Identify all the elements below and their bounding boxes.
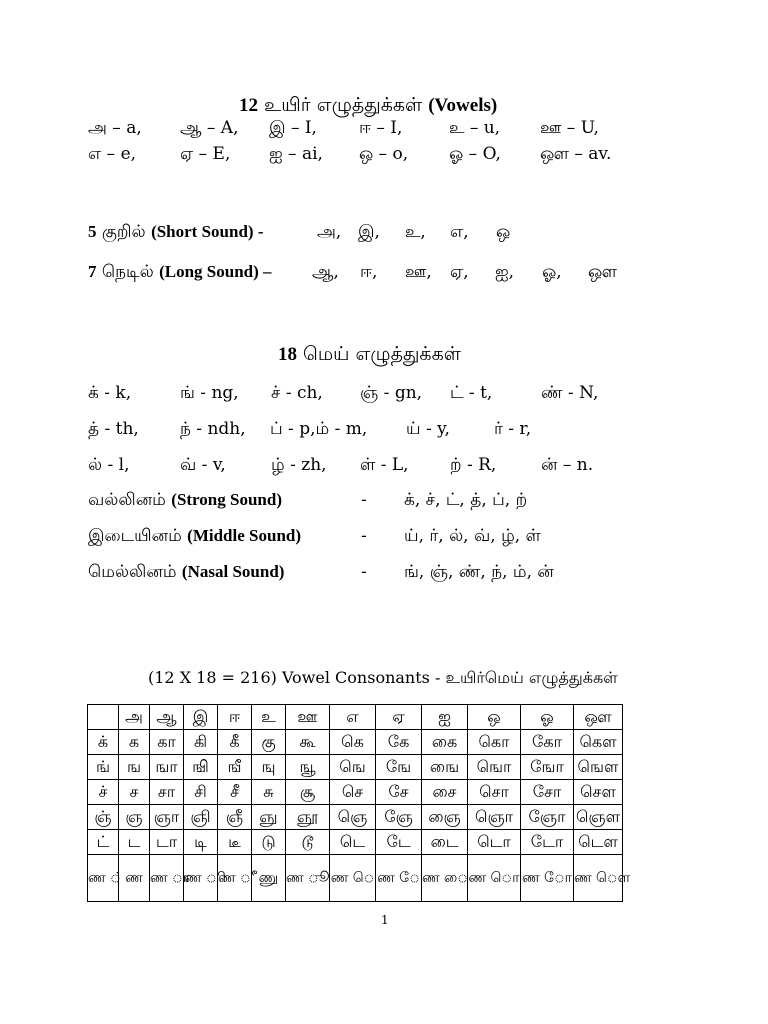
- consonant-item: ன் – n.: [541, 455, 594, 475]
- group-middle: [0, 526, 768, 552]
- long-letter: ஆ,: [312, 262, 339, 282]
- table-cell: ஙு: [252, 755, 286, 780]
- vowel-ee: ஏ – E,: [180, 144, 231, 164]
- table-header-cell: எ: [330, 705, 376, 730]
- group-dash: -: [361, 562, 367, 582]
- table-cell: செ: [330, 780, 376, 805]
- short-count: 5: [88, 222, 97, 241]
- consonant-item: ற் - R,: [450, 455, 497, 475]
- table-cell: ண ொ: [468, 855, 521, 902]
- long-letter: ஏ,: [450, 262, 469, 282]
- table-header-cell: உ: [252, 705, 286, 730]
- vowel-o: ஒ – o,: [359, 144, 409, 164]
- group-dash: -: [361, 526, 367, 546]
- table-header-cell: [88, 705, 119, 730]
- table-cell: ண ீ: [218, 855, 252, 902]
- group-label-tamil: இடையினம்: [88, 526, 182, 546]
- vowel-ii: ஈ – I,: [359, 118, 403, 138]
- consonant-item: ய் - y,: [406, 419, 450, 439]
- group-strong: [0, 490, 768, 516]
- long-letter: ஓ,: [542, 262, 562, 282]
- table-cell: ண ை: [422, 855, 468, 902]
- table-header-cell: ஐ: [422, 705, 468, 730]
- table-cell: சீ: [218, 780, 252, 805]
- vowel-i: இ – I,: [269, 118, 317, 138]
- consonant-item: ல் - l,: [88, 455, 130, 475]
- vowel-aa: ஆ – A,: [180, 118, 239, 138]
- consonant-item: ள் - L,: [360, 455, 409, 475]
- table-cell: ண ா: [150, 855, 184, 902]
- table-cell: ண: [119, 855, 150, 902]
- table-row: [88, 855, 623, 902]
- table-cell: டா: [150, 830, 184, 855]
- long-sound-line: [0, 262, 768, 288]
- table-cell: டூ: [286, 830, 330, 855]
- short-letter: ஒ: [496, 222, 511, 242]
- long-label-english: (Long Sound) –: [159, 262, 272, 281]
- group-letters: ங், ஞ், ண், ந், ம், ன்: [404, 562, 554, 582]
- table-cell: ங்: [88, 755, 119, 780]
- group-label-tamil: வல்லினம்: [88, 490, 166, 510]
- table-cell: சே: [376, 780, 422, 805]
- table-cell: கே: [376, 730, 422, 755]
- table-header-cell: ஈ: [218, 705, 252, 730]
- table-cell: ஞு: [252, 805, 286, 830]
- consonants-row-2: [0, 419, 768, 443]
- consonants-count: 18: [278, 344, 297, 365]
- group-dash: -: [361, 490, 367, 510]
- table-cell: கூ: [286, 730, 330, 755]
- table-cell: ஞா: [150, 805, 184, 830]
- table-cell: டெ: [330, 830, 376, 855]
- table-cell: க: [119, 730, 150, 755]
- table-cell: சு: [252, 780, 286, 805]
- table-row: [88, 780, 623, 805]
- group-label: [88, 526, 301, 548]
- table-cell: டோ: [521, 830, 574, 855]
- table-cell: ஞோ: [521, 805, 574, 830]
- group-label-english: (Nasal Sound): [181, 562, 285, 581]
- table-cell: ஞே: [376, 805, 422, 830]
- table-cell: சௌ: [574, 780, 623, 805]
- table-cell: ச: [119, 780, 150, 805]
- vowel-consonant-table: [87, 704, 631, 902]
- table-cell: ண ெ: [330, 855, 376, 902]
- table-cell: ஙி: [184, 755, 218, 780]
- table-cell: ஙொ: [468, 755, 521, 780]
- vowel-uu: ஊ – U,: [540, 118, 599, 138]
- table-header-cell: ஔ: [574, 705, 623, 730]
- table-cell: ட்: [88, 830, 119, 855]
- consonant-item: ழ் - zh,: [271, 455, 327, 475]
- table-cell: கா: [150, 730, 184, 755]
- table-cell: கீ: [218, 730, 252, 755]
- table-cell: ணு: [252, 855, 286, 902]
- table-cell: ண ோ: [521, 855, 574, 902]
- table-cell: சா: [150, 780, 184, 805]
- table-cell: ங: [119, 755, 150, 780]
- table-cell: ண ௌ: [574, 855, 623, 902]
- table-cell: ஞி: [184, 805, 218, 830]
- short-letter: அ,: [317, 222, 342, 242]
- consonant-item: ர் - r,: [494, 419, 532, 439]
- long-letter: ஊ,: [405, 262, 432, 282]
- table-cell: ண ே: [376, 855, 422, 902]
- table-cell: சை: [422, 780, 468, 805]
- table-caption-tamil: உயிர்மெய் எழுத்துக்கள்: [445, 668, 618, 687]
- table-cell: டீ: [218, 830, 252, 855]
- vowel-a: அ – a,: [88, 118, 142, 138]
- table-cell: கை: [422, 730, 468, 755]
- short-sound-line: [0, 222, 768, 248]
- vowel-au: ஔ – av.: [540, 144, 612, 164]
- consonant-item: ந் - ndh,: [180, 419, 246, 439]
- consonant-item: ட் - t,: [450, 383, 493, 403]
- table-cell: ஙூ: [286, 755, 330, 780]
- table-cell: கௌ: [574, 730, 623, 755]
- long-letter: ஔ: [588, 262, 617, 282]
- table-header-cell: இ: [184, 705, 218, 730]
- table-cell: கு: [252, 730, 286, 755]
- table-cell: சூ: [286, 780, 330, 805]
- table-cell: ஙீ: [218, 755, 252, 780]
- table-cell: ஙௌ: [574, 755, 623, 780]
- table-row: [88, 730, 623, 755]
- consonant-item: ங் - ng,: [180, 383, 239, 403]
- table-cell: சொ: [468, 780, 521, 805]
- table-cell: ஞ்: [88, 805, 119, 830]
- table-row: [88, 830, 623, 855]
- table-cell: ஞெ: [330, 805, 376, 830]
- long-sound-label: [88, 262, 272, 284]
- table-cell: சோ: [521, 780, 574, 805]
- table-cell: சி: [184, 780, 218, 805]
- table-cell: ண ூ: [286, 855, 330, 902]
- vowels-row-2: [0, 144, 768, 168]
- table-cell: கெ: [330, 730, 376, 755]
- table-caption-english: (12 X 18 = 216) Vowel Consonants -: [148, 668, 441, 687]
- consonant-item: ப் - p,ம் - m,: [270, 419, 368, 439]
- consonants-title-tamil: மெய் எழுத்துக்கள்: [303, 343, 461, 365]
- table-cell: ட: [119, 830, 150, 855]
- table-cell: டு: [252, 830, 286, 855]
- vowel-oo: ஓ – O,: [449, 144, 501, 164]
- consonant-item: த் - th,: [88, 419, 139, 439]
- table-cell: ஙா: [150, 755, 184, 780]
- group-label: [88, 562, 284, 584]
- table-cell: க்: [88, 730, 119, 755]
- table-cell: ஙை: [422, 755, 468, 780]
- table-cell: ஞீ: [218, 805, 252, 830]
- long-letter: ஈ,: [360, 262, 378, 282]
- vowels-count: 12: [239, 95, 258, 116]
- short-label-tamil: குறில்: [101, 222, 146, 242]
- table-cell: கொ: [468, 730, 521, 755]
- table-cell: கோ: [521, 730, 574, 755]
- consonant-item: வ் - v,: [180, 455, 226, 475]
- consonants-row-1: [0, 383, 768, 407]
- table-cell: ஞௌ: [574, 805, 623, 830]
- vowel-ai: ஐ – ai,: [269, 144, 323, 164]
- table-header-cell: ஒ: [468, 705, 521, 730]
- table-cell: ஞ: [119, 805, 150, 830]
- table-header-cell: ஊ: [286, 705, 330, 730]
- group-letters: ய், ர், ல், வ், ழ், ள்: [404, 526, 541, 546]
- table-cell: ஞொ: [468, 805, 521, 830]
- vowel-u: உ – u,: [449, 118, 501, 138]
- group-label: [88, 490, 282, 512]
- table-cell: டௌ: [574, 830, 623, 855]
- group-label-english: (Strong Sound): [171, 490, 282, 509]
- table-row: [88, 755, 623, 780]
- short-letter: இ,: [358, 222, 380, 242]
- table-header-row: [88, 705, 623, 730]
- table-header-cell: ஆ: [150, 705, 184, 730]
- table-cell: டொ: [468, 830, 521, 855]
- table-cell: ண ்: [88, 855, 119, 902]
- group-nasal: [0, 562, 768, 588]
- table-cell: டை: [422, 830, 468, 855]
- table-header-cell: ஏ: [376, 705, 422, 730]
- long-letter: ஐ,: [495, 262, 515, 282]
- table-cell: ஞூ: [286, 805, 330, 830]
- table-cell: ஙோ: [521, 755, 574, 780]
- table-header-cell: ஓ: [521, 705, 574, 730]
- vowels-title-english: (Vowels): [428, 95, 498, 116]
- table-cell: டி: [184, 830, 218, 855]
- long-label-tamil: நெடில்: [101, 262, 154, 282]
- page-number: 1: [381, 913, 389, 927]
- vowels-title: [239, 94, 497, 119]
- table-cell: ஙே: [376, 755, 422, 780]
- table-row: [88, 805, 623, 830]
- long-count: 7: [88, 262, 97, 281]
- group-letters: க், ச், ட், த், ப், ற்: [404, 490, 528, 510]
- consonant-item: க் - k,: [88, 383, 132, 403]
- consonants-title: [278, 343, 461, 368]
- consonant-item: ண் - N,: [541, 383, 599, 403]
- short-label-english: (Short Sound) -: [151, 222, 264, 241]
- vowel-e: எ – e,: [88, 144, 137, 164]
- group-label-tamil: மெல்லினம்: [88, 562, 177, 582]
- vowels-row-1: [0, 118, 768, 142]
- table-cell: டே: [376, 830, 422, 855]
- short-sound-label: [88, 222, 263, 244]
- vowels-title-tamil: உயிர் எழுத்துக்கள்: [264, 94, 423, 116]
- short-letter: எ,: [450, 222, 469, 242]
- consonant-item: ஞ் - gn,: [360, 383, 423, 403]
- consonants-row-3: [0, 455, 768, 479]
- consonant-item: ச் - ch,: [271, 383, 323, 403]
- table-cell: ண ி: [184, 855, 218, 902]
- short-letter: உ,: [405, 222, 426, 242]
- table-cell: ஙெ: [330, 755, 376, 780]
- table-cell: ஞை: [422, 805, 468, 830]
- table-caption: [148, 668, 618, 689]
- table-cell: ச்: [88, 780, 119, 805]
- group-label-english: (Middle Sound): [187, 526, 302, 545]
- table-cell: கி: [184, 730, 218, 755]
- table-header-cell: அ: [119, 705, 150, 730]
